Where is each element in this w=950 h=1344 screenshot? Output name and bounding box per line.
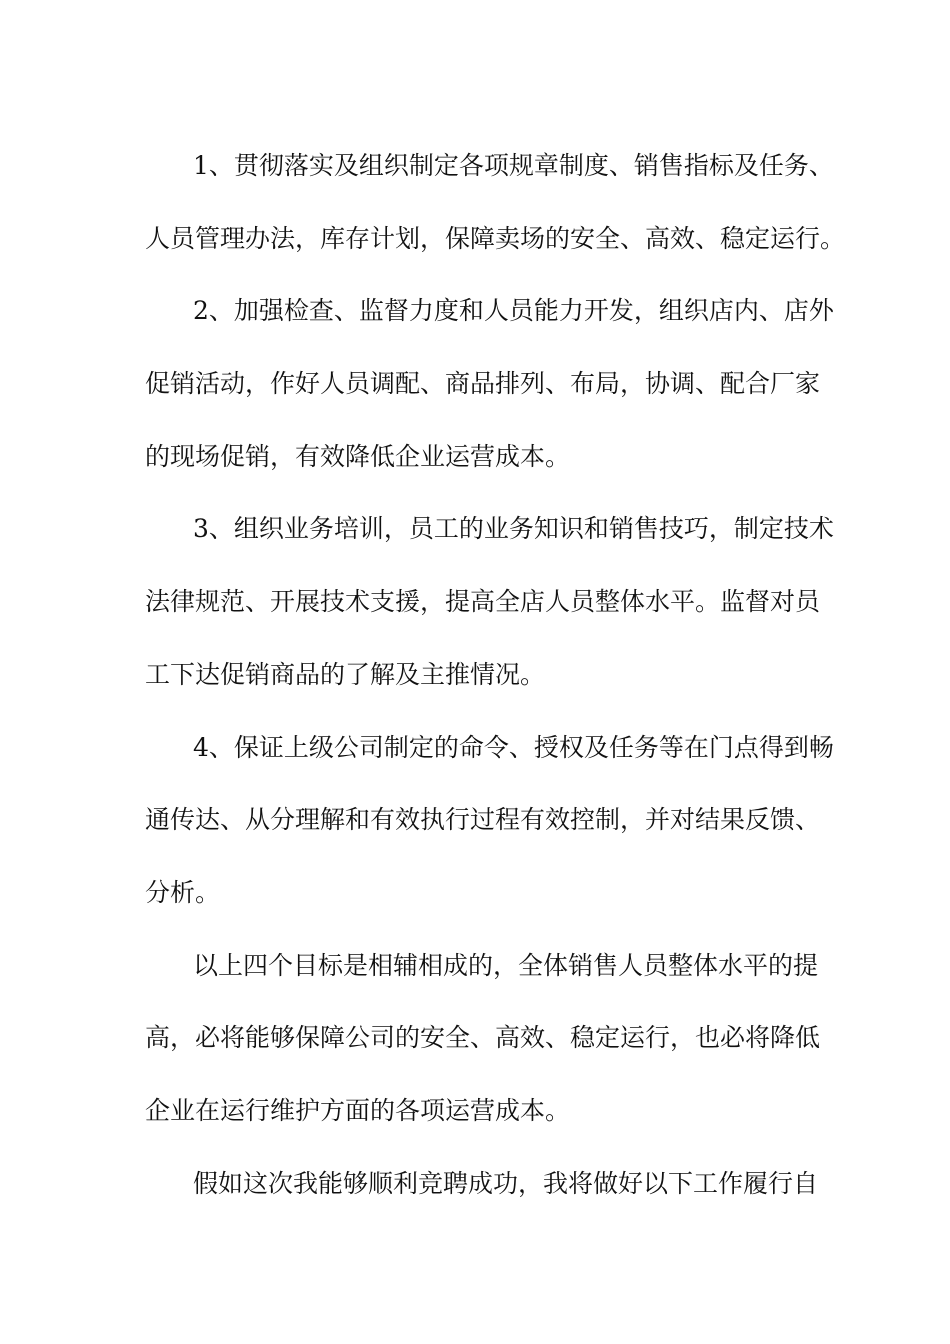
paragraph-5-line-3: 企业在运行维护方面的各项运营成本。 [145, 1095, 571, 1125]
paragraph-5-line-1: 以上四个目标是相辅相成的，全体销售人员整体水平的提 [193, 950, 819, 980]
paragraph-6-line-1: 假如这次我能够顺利竞聘成功，我将做好以下工作履行自 [193, 1168, 819, 1198]
paragraph-4-line-3: 分析。 [145, 877, 221, 907]
paragraph-2-line-1: 2、加强检查、监督力度和人员能力开发，组织店内、店外 [193, 296, 834, 326]
paragraph-3-line-3: 工下达促销商品的了解及主推情况。 [145, 659, 546, 689]
paragraph-1-line-1: 1、贯彻落实及组织制定各项规章制度、销售指标及任务、 [193, 151, 834, 180]
paragraph-5-line-2: 高，必将能够保障公司的安全、高效、稳定运行，也必将降低 [145, 1023, 821, 1053]
paragraph-4-line-1: 4、保证上级公司制定的命令、授权及任务等在门点得到畅 [193, 732, 834, 762]
paragraph-4-line-2: 通传达、从分理解和有效执行过程有效控制，并对结果反馈、 [145, 805, 821, 835]
paragraph-1-line-2: 人员管理办法，库存计划，保障卖场的安全、高效、稳定运行。 [145, 223, 846, 253]
paragraph-3-line-2: 法律规范、开展技术支援，提高全店人员整体水平。监督对员 [145, 587, 821, 617]
paragraph-2-line-2: 促销活动，作好人员调配、商品排列、布局，协调、配合厂家 [145, 369, 821, 399]
document-body [145, 130, 846, 1220]
paragraph-2-line-3: 的现场促销，有效降低企业运营成本。 [145, 441, 571, 471]
paragraph-3-line-1: 3、组织业务培训，员工的业务知识和销售技巧，制定技术 [193, 514, 834, 544]
